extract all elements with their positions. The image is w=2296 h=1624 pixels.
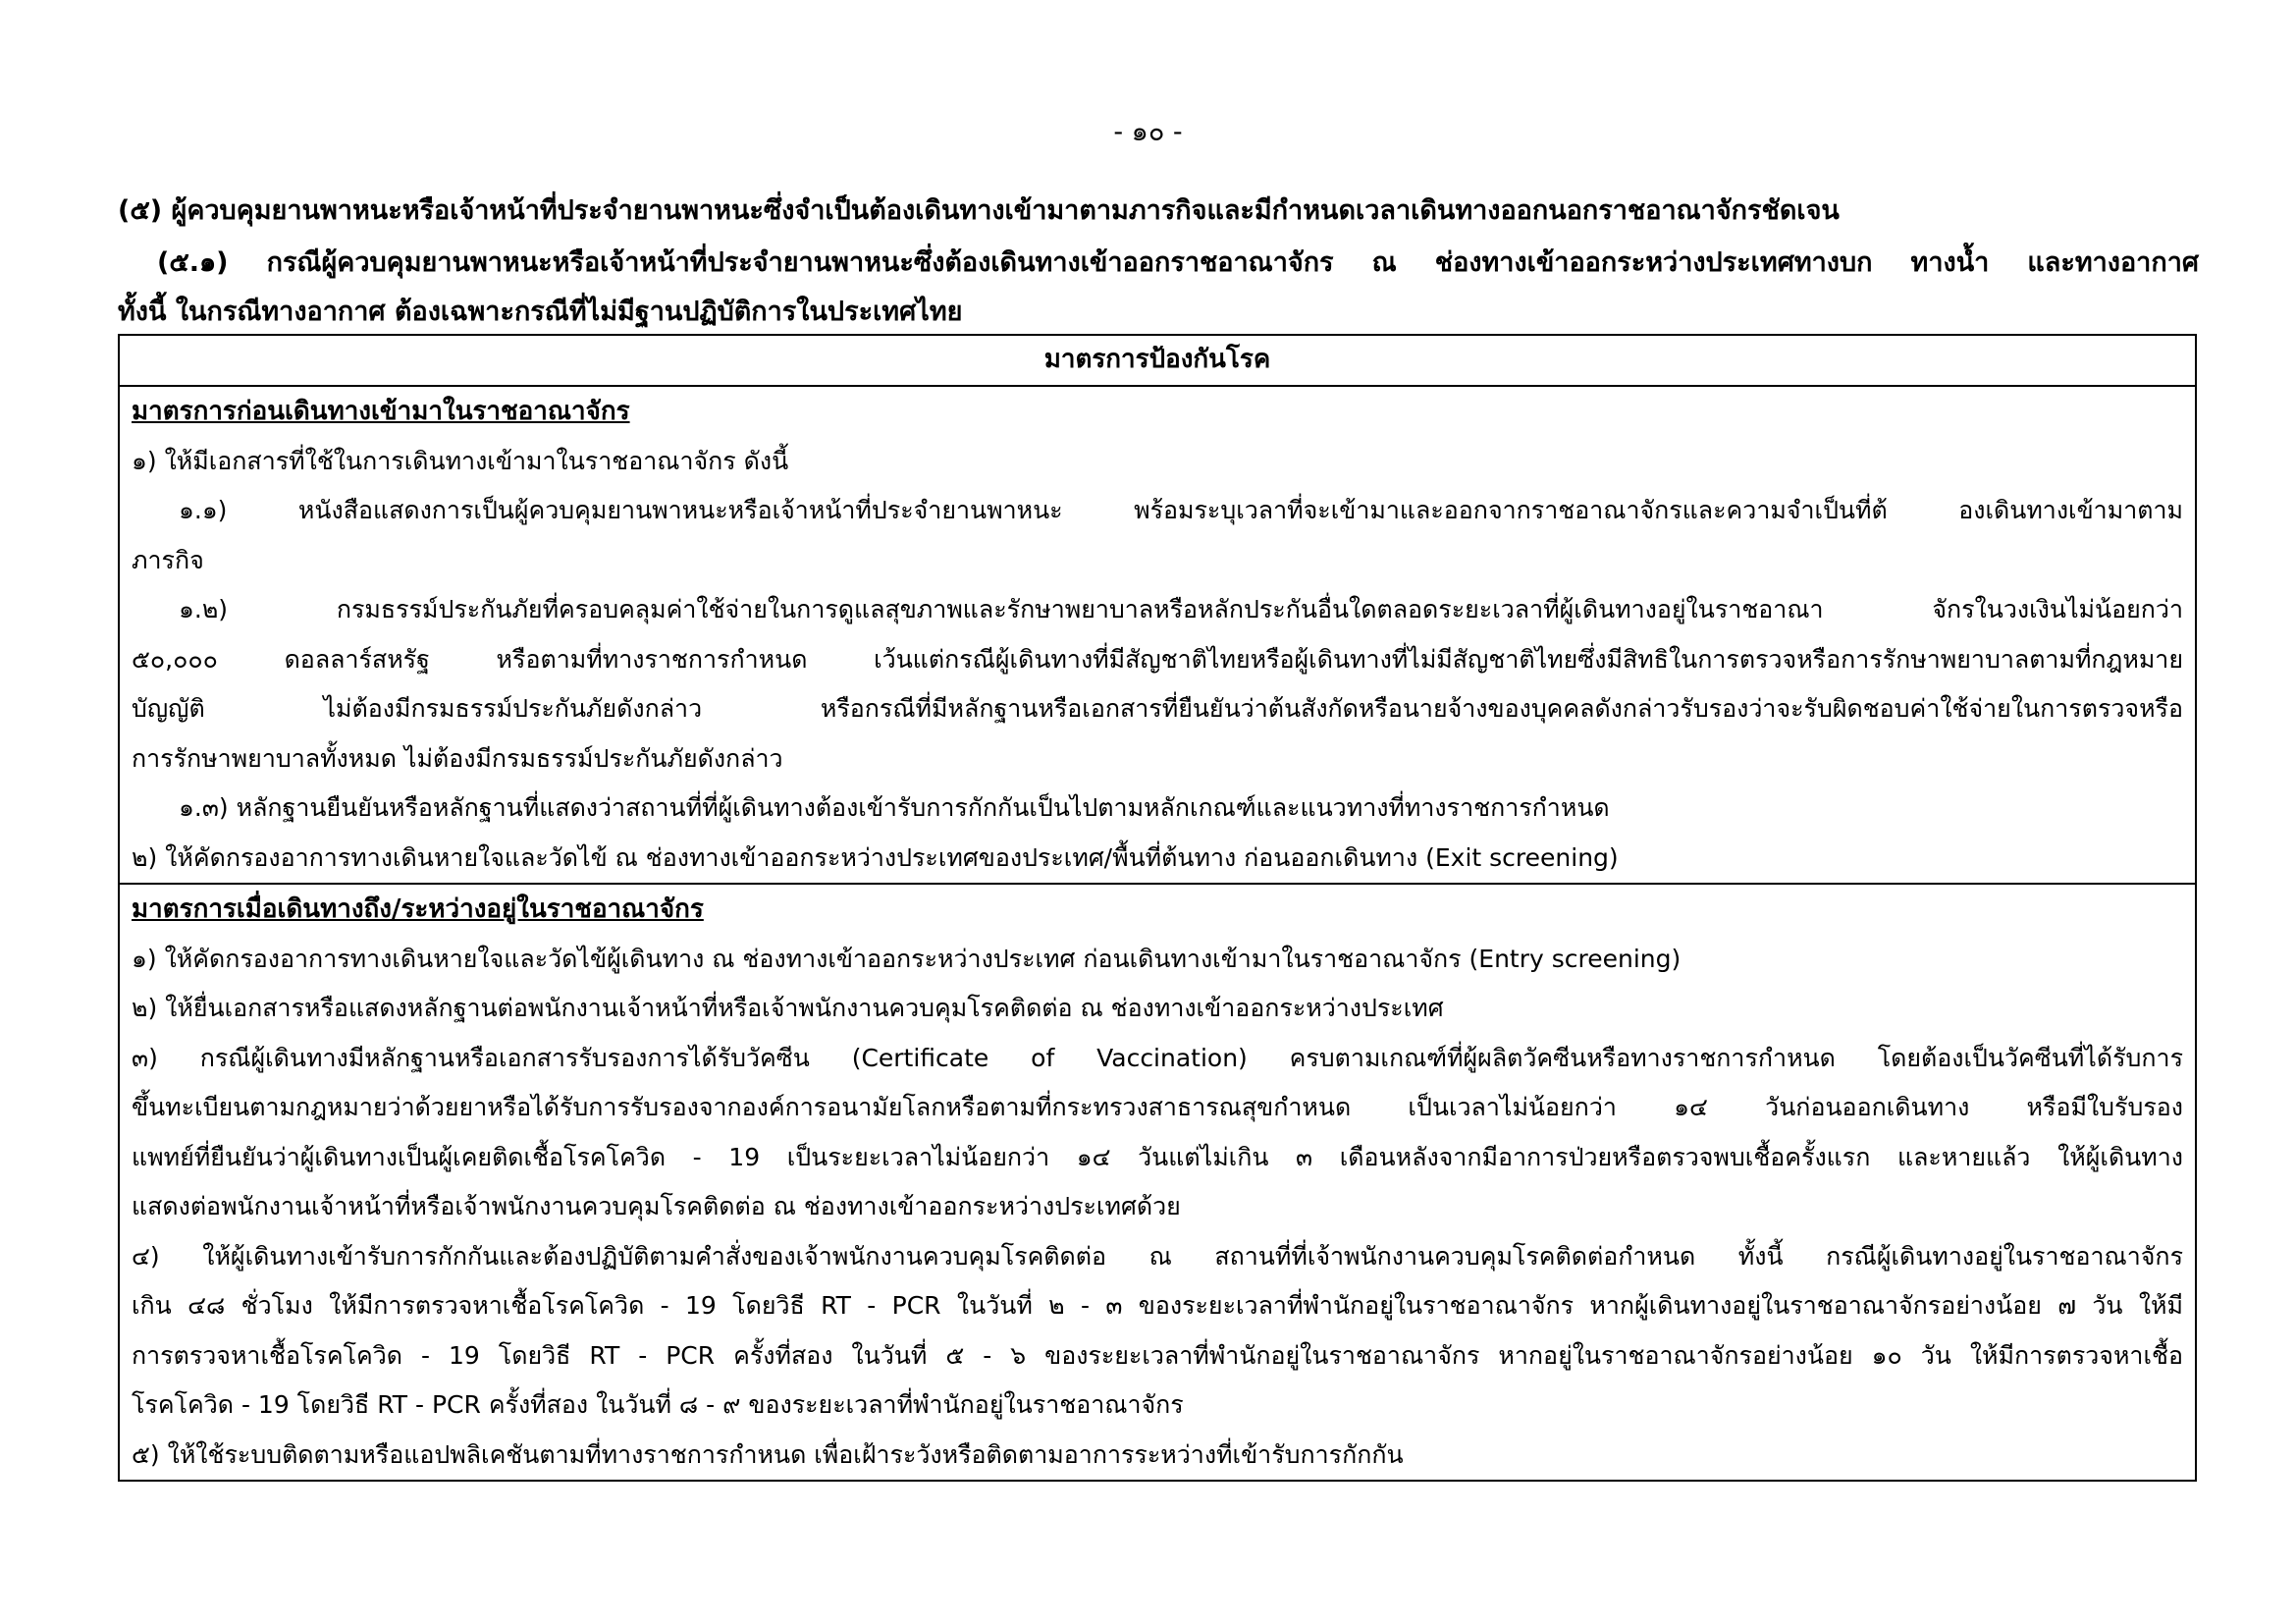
before-entry-item-1-2-continued: ๕๐,๐๐๐ ดอลลาร์สหรัฐ หรือตามที่ทางราชการกำหนด เว้นแต่กรณีผู้เดินทางที่มีสัญชาติไทยหรือผู้เดินทางที่ไม่มีสัญชาติไทยซึ่งมีสิทธิในการตรวจหรือการรักษาพยาบาลตามที่กฎหมาย [132,644,2183,674]
on-arrival-item-3-continued: แพทย์ที่ยืนยันว่าผู้เดินทางเป็นผู้เคยติดเชื้อโรคโควิด - 19 เป็นระยะเวลาไม่น้อยกว่า ๑๔ วันแต่ไม่เกิน ๓ เดือนหลังจากมีอาการป่วยหรือตรวจพบเชื้อครั้งแรก และหายแล้ว ให้ผู้เดินทาง [132,1142,2183,1171]
heading-item-5-1: (๕.๑) กรณีผู้ควบคุมยานพาหนะหรือเจ้าหน้าที่ประจำยานพาหนะซึ่งต้องเดินทางเข้าออกราชอาณาจักร ณ ช่องทางเข้าออกระหว่างประเทศทางบก ทางน้ำ และทางอากาศ [157,247,2199,278]
measures-table [118,334,2197,1482]
on-arrival-item-4-continued: การตรวจหาเชื้อโรคโควิด - 19 โดยวิธี RT - PCR ครั้งที่สอง ในวันที่ ๕ - ๖ ของระยะเวลาที่พำนักอยู่ในราชอาณาจักร หากอยู่ในราชอาณาจักรอย่างน้อย ๑๐ วัน ให้มีการตรวจหาเชื้อ [132,1340,2183,1370]
before-entry-item-1-2-continued: การรักษาพยาบาลทั้งหมด ไม่ต้องมีกรมธรรม์ประกันภัยดังกล่าว [132,743,783,773]
before-entry-item-1-3: ๑.๓) หลักฐานยืนยันหรือหลักฐานที่แสดงว่าสถานที่ที่ผู้เดินทางต้องเข้ารับการกักกันเป็นไปตามหลักเกณฑ์และแนวทางที่ทางราชการกำหนด [179,793,1610,822]
before-entry-item-2: ๒) ให้คัดกรองอาการทางเดินหายใจและวัดไข้ ณ ช่องทางเข้าออกระหว่างประเทศของประเทศ/พื้นที่ต้นทาง ก่อนออกเดินทาง (Exit screening) [132,842,1619,872]
on-arrival-item-1: ๑) ให้คัดกรองอาการทางเดินหายใจและวัดไข้ผู้เดินทาง ณ ช่องทางเข้าออกระหว่างประเทศ ก่อนเดินทางเข้ามาในราชอาณาจักร (Entry screening) [132,944,1682,973]
on-arrival-item-4-continued: เกิน ๔๘ ชั่วโมง ให้มีการตรวจหาเชื้อโรคโควิด - 19 โดยวิธี RT - PCR ในวันที่ ๒ - ๓ ของระยะเวลาที่พำนักอยู่ในราชอาณาจักร หากผู้เดินทางอยู่ในราชอาณาจักรอย่างน้อย ๗ วัน ให้มี [132,1291,2183,1320]
before-entry-item-1-1: ๑.๑) หนังสือแสดงการเป็นผู้ควบคุมยานพาหนะหรือเจ้าหน้าที่ประจำยานพาหนะ พร้อมระบุเวลาที่จะเข้ามาและออกจากราชอาณาจักรและความจำเป็นที่ต้ องเดินทางเข้ามาตาม [179,496,2183,524]
on-arrival-item-4: ๔) ให้ผู้เดินทางเข้ารับการกักกันและต้องปฏิบัติตามคำสั่งของเจ้าพนักงานควบคุมโรคติดต่อ ณ สถานที่ที่เจ้าพนักงานควบคุมโรคติดต่อกำหนด ทั้งนี้ กรณีผู้เดินทางอยู่ในราชอาณาจักร [132,1241,2183,1271]
on-arrival-item-2: ๒) ให้ยื่นเอกสารหรือแสดงหลักฐานต่อพนักงานเจ้าหน้าที่หรือเจ้าพนักงานควบคุมโรคติดต่อ ณ ช่องทางเข้าออกระหว่างประเทศ [132,994,1444,1022]
before-entry-item-1-2-continued: บัญญัติ ไม่ต้องมีกรมธรรม์ประกันภัยดังกล่าว หรือกรณีที่มีหลักฐานหรือเอกสารที่ยืนยันว่าต้นสังกัดหรือนายจ้างของบุคคลดังกล่าวรับรองว่าจะรับผิดชอบค่าใช้จ่ายในการตรวจหรือ [132,694,2183,723]
page-number: - ๑๐ - [1113,117,1183,147]
table-header: มาตรการป้องกันโรค [119,335,2196,386]
on-arrival-item-4-continued: โรคโควิด - 19 โดยวิธี RT - PCR ครั้งที่สอง ในวันที่ ๘ - ๙ ของระยะเวลาที่พำนักอยู่ในราชอาณาจักร [132,1390,1184,1419]
on-arrival-item-3: ๓) กรณีผู้เดินทางมีหลักฐานหรือเอกสารรับรองการได้รับวัคซีน (Certificate of Vaccination) ครบตามเกณฑ์ที่ผู้ผลิตวัคซีนหรือทางราชการกำหนด โดยต้องเป็นวัคซีนที่ได้รับการ [132,1043,2183,1072]
before-entry-item-1: ๑) ให้มีเอกสารที่ใช้ในการเดินทางเข้ามาในราชอาณาจักร ดังนี้ [132,446,789,475]
on-arrival-item-3-continued: ขึ้นทะเบียนตามกฎหมายว่าด้วยยาหรือได้รับการรับรองจากองค์การอนามัยโลกหรือตามที่กระทรวงสาธารณสุขกำหนด เป็นเวลาไม่น้อยกว่า ๑๔ วันก่อนออกเดินทาง หรือมีใบรับรอง [132,1093,2183,1121]
before-entry-section [119,386,2196,884]
on-arrival-title: มาตรการเมื่อเดินทางถึง/ระหว่างอยู่ในราชอาณาจักร [132,894,704,924]
heading-item-5-1-continued: ทั้งนี้ ในกรณีทางอากาศ ต้องเฉพาะกรณีที่ไม่มีฐานปฏิบัติการในประเทศไทย [118,297,963,327]
on-arrival-section [119,884,2196,1481]
before-entry-item-1-1-continued: ภารกิจ [132,545,204,574]
on-arrival-item-3-continued: แสดงต่อพนักงานเจ้าหน้าที่หรือเจ้าพนักงานควบคุมโรคติดต่อ ณ ช่องทางเข้าออกระหว่างประเทศด้วย [132,1192,1181,1220]
on-arrival-item-5: ๕) ให้ใช้ระบบติดตามหรือแอปพลิเคชันตามที่ทางราชการกำหนด เพื่อเฝ้าระวังหรือติดตามอาการระหว่างที่เข้ารับการกักกัน [132,1439,1404,1469]
heading-item-5: (๕) ผู้ควบคุมยานพาหนะหรือเจ้าหน้าที่ประจำยานพาหนะซึ่งจำเป็นต้องเดินทางเข้ามาตามภารกิจและมีกำหนดเวลาเดินทางออกนอกราชอาณาจักรชัดเจน [118,195,1840,226]
before-entry-item-1-2: ๑.๒) กรมธรรม์ประกันภัยที่ครอบคลุมค่าใช้จ่ายในการดูแลสุขภาพและรักษาพยาบาลหรือหลักประกันอื่นใดตลอดระยะเวลาที่ผู้เดินทางอยู่ในราชอาณา จักรในวงเงินไม่น้อยกว่า [179,595,2183,623]
before-entry-title: มาตรการก่อนเดินทางเข้ามาในราชอาณาจักร [132,397,630,426]
